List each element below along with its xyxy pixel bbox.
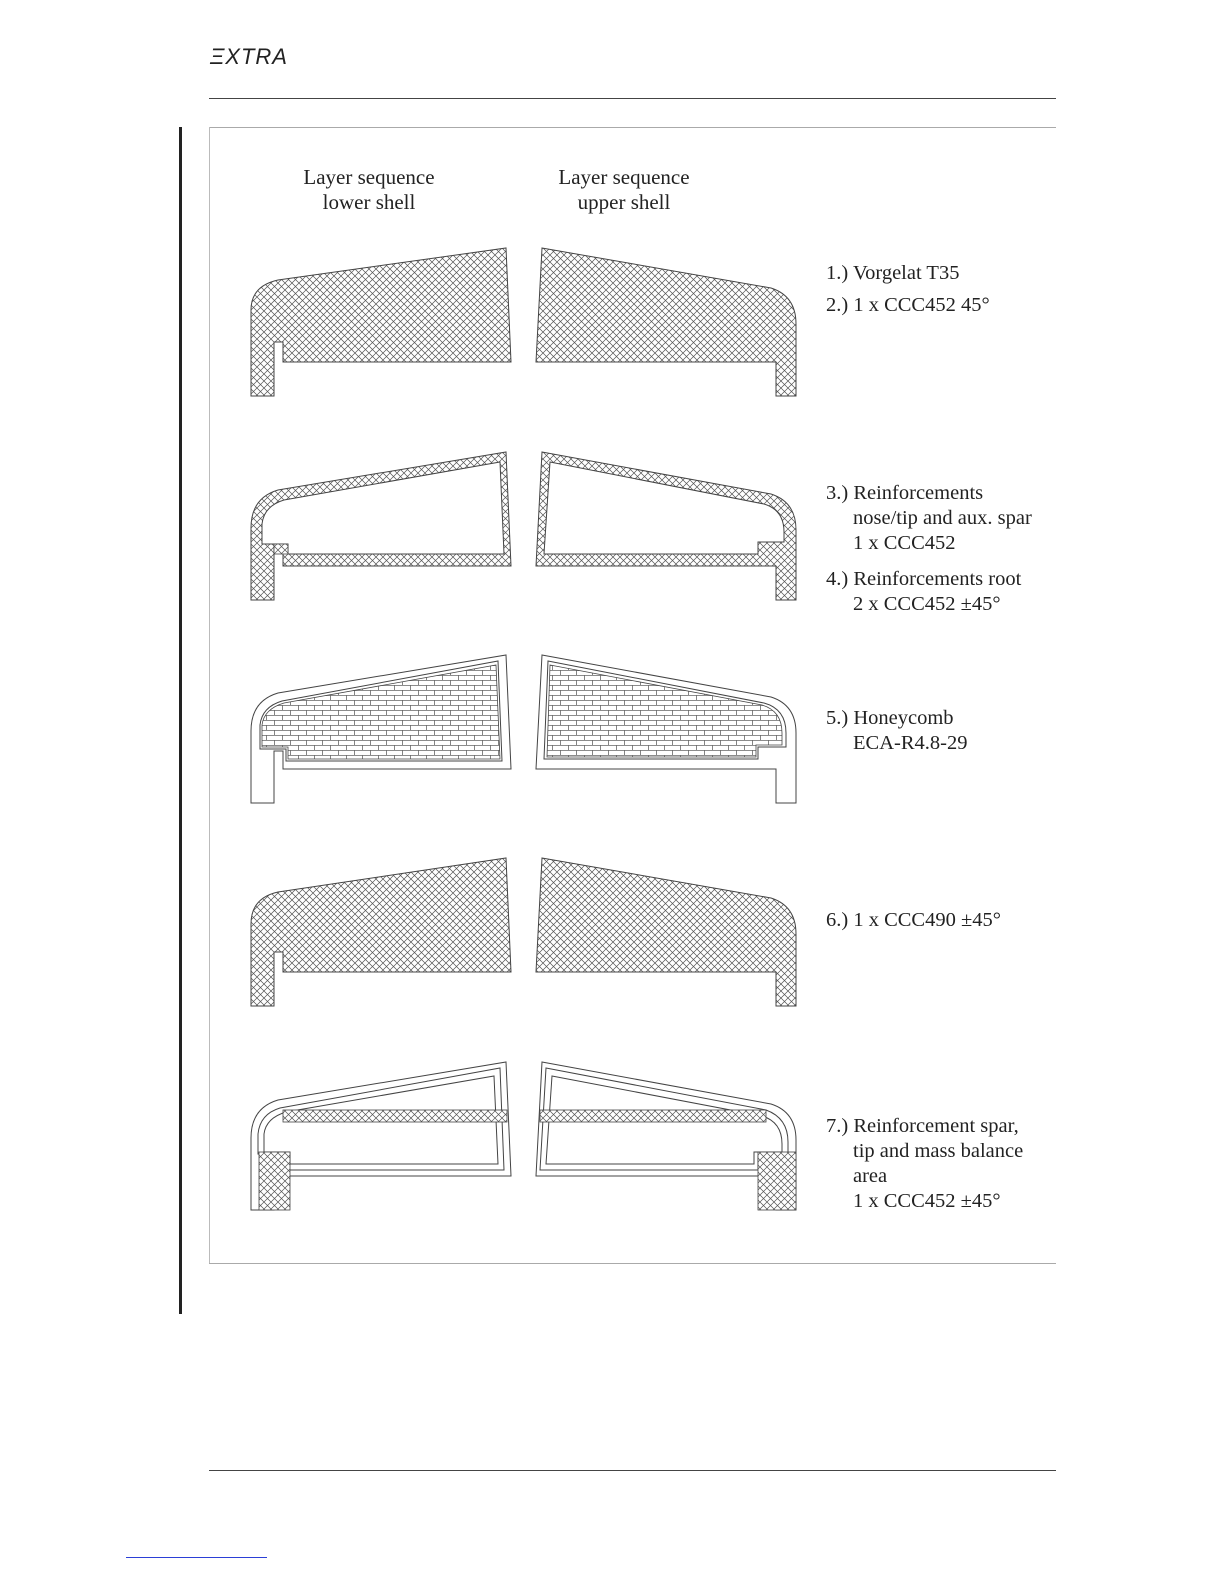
step-line: nose/tip and aux. spar: [853, 507, 1032, 529]
step-line: 1 x CCC452: [853, 532, 956, 554]
step-line: 3.) Reinforcements: [826, 482, 984, 504]
row-5-upper-shell: [536, 1062, 796, 1210]
heading-line: lower shell: [322, 190, 416, 214]
step-line: 6.) 1 x CCC490 ±45°: [826, 909, 1001, 931]
row-4-upper-shell: [536, 858, 796, 1006]
heading-line: Layer sequence: [558, 165, 690, 189]
step-line: 2.) 1 x CCC452 45°: [826, 294, 990, 316]
extra-logo: ΞXTRA: [210, 44, 288, 69]
row-2-upper-shell: [536, 452, 796, 600]
step-line: 2 x CCC452 ±45°: [853, 593, 1001, 615]
step-line: 1 x CCC452 ±45°: [853, 1190, 1001, 1212]
heading-line: upper shell: [577, 190, 671, 214]
step-line: 1.) Vorgelat T35: [826, 262, 960, 284]
row-1-upper-shell: [536, 248, 796, 396]
step-line: 7.) Reinforcement spar,: [826, 1115, 1019, 1137]
row-1-lower-shell: [251, 248, 511, 396]
row-3-upper-shell: [536, 655, 796, 803]
step-line: area: [853, 1165, 888, 1187]
step-line: 4.) Reinforcements root: [826, 568, 1022, 590]
step-line: 5.) Honeycomb: [826, 707, 954, 729]
row-5-lower-shell: [251, 1062, 511, 1210]
row-4-lower-shell: [251, 858, 511, 1006]
step-line: ECA-R4.8-29: [853, 732, 968, 754]
row-3-lower-shell: [251, 655, 511, 803]
step-line: tip and mass balance: [853, 1140, 1024, 1162]
row-2-lower-shell: [251, 452, 511, 600]
heading-line: Layer sequence: [303, 165, 435, 189]
